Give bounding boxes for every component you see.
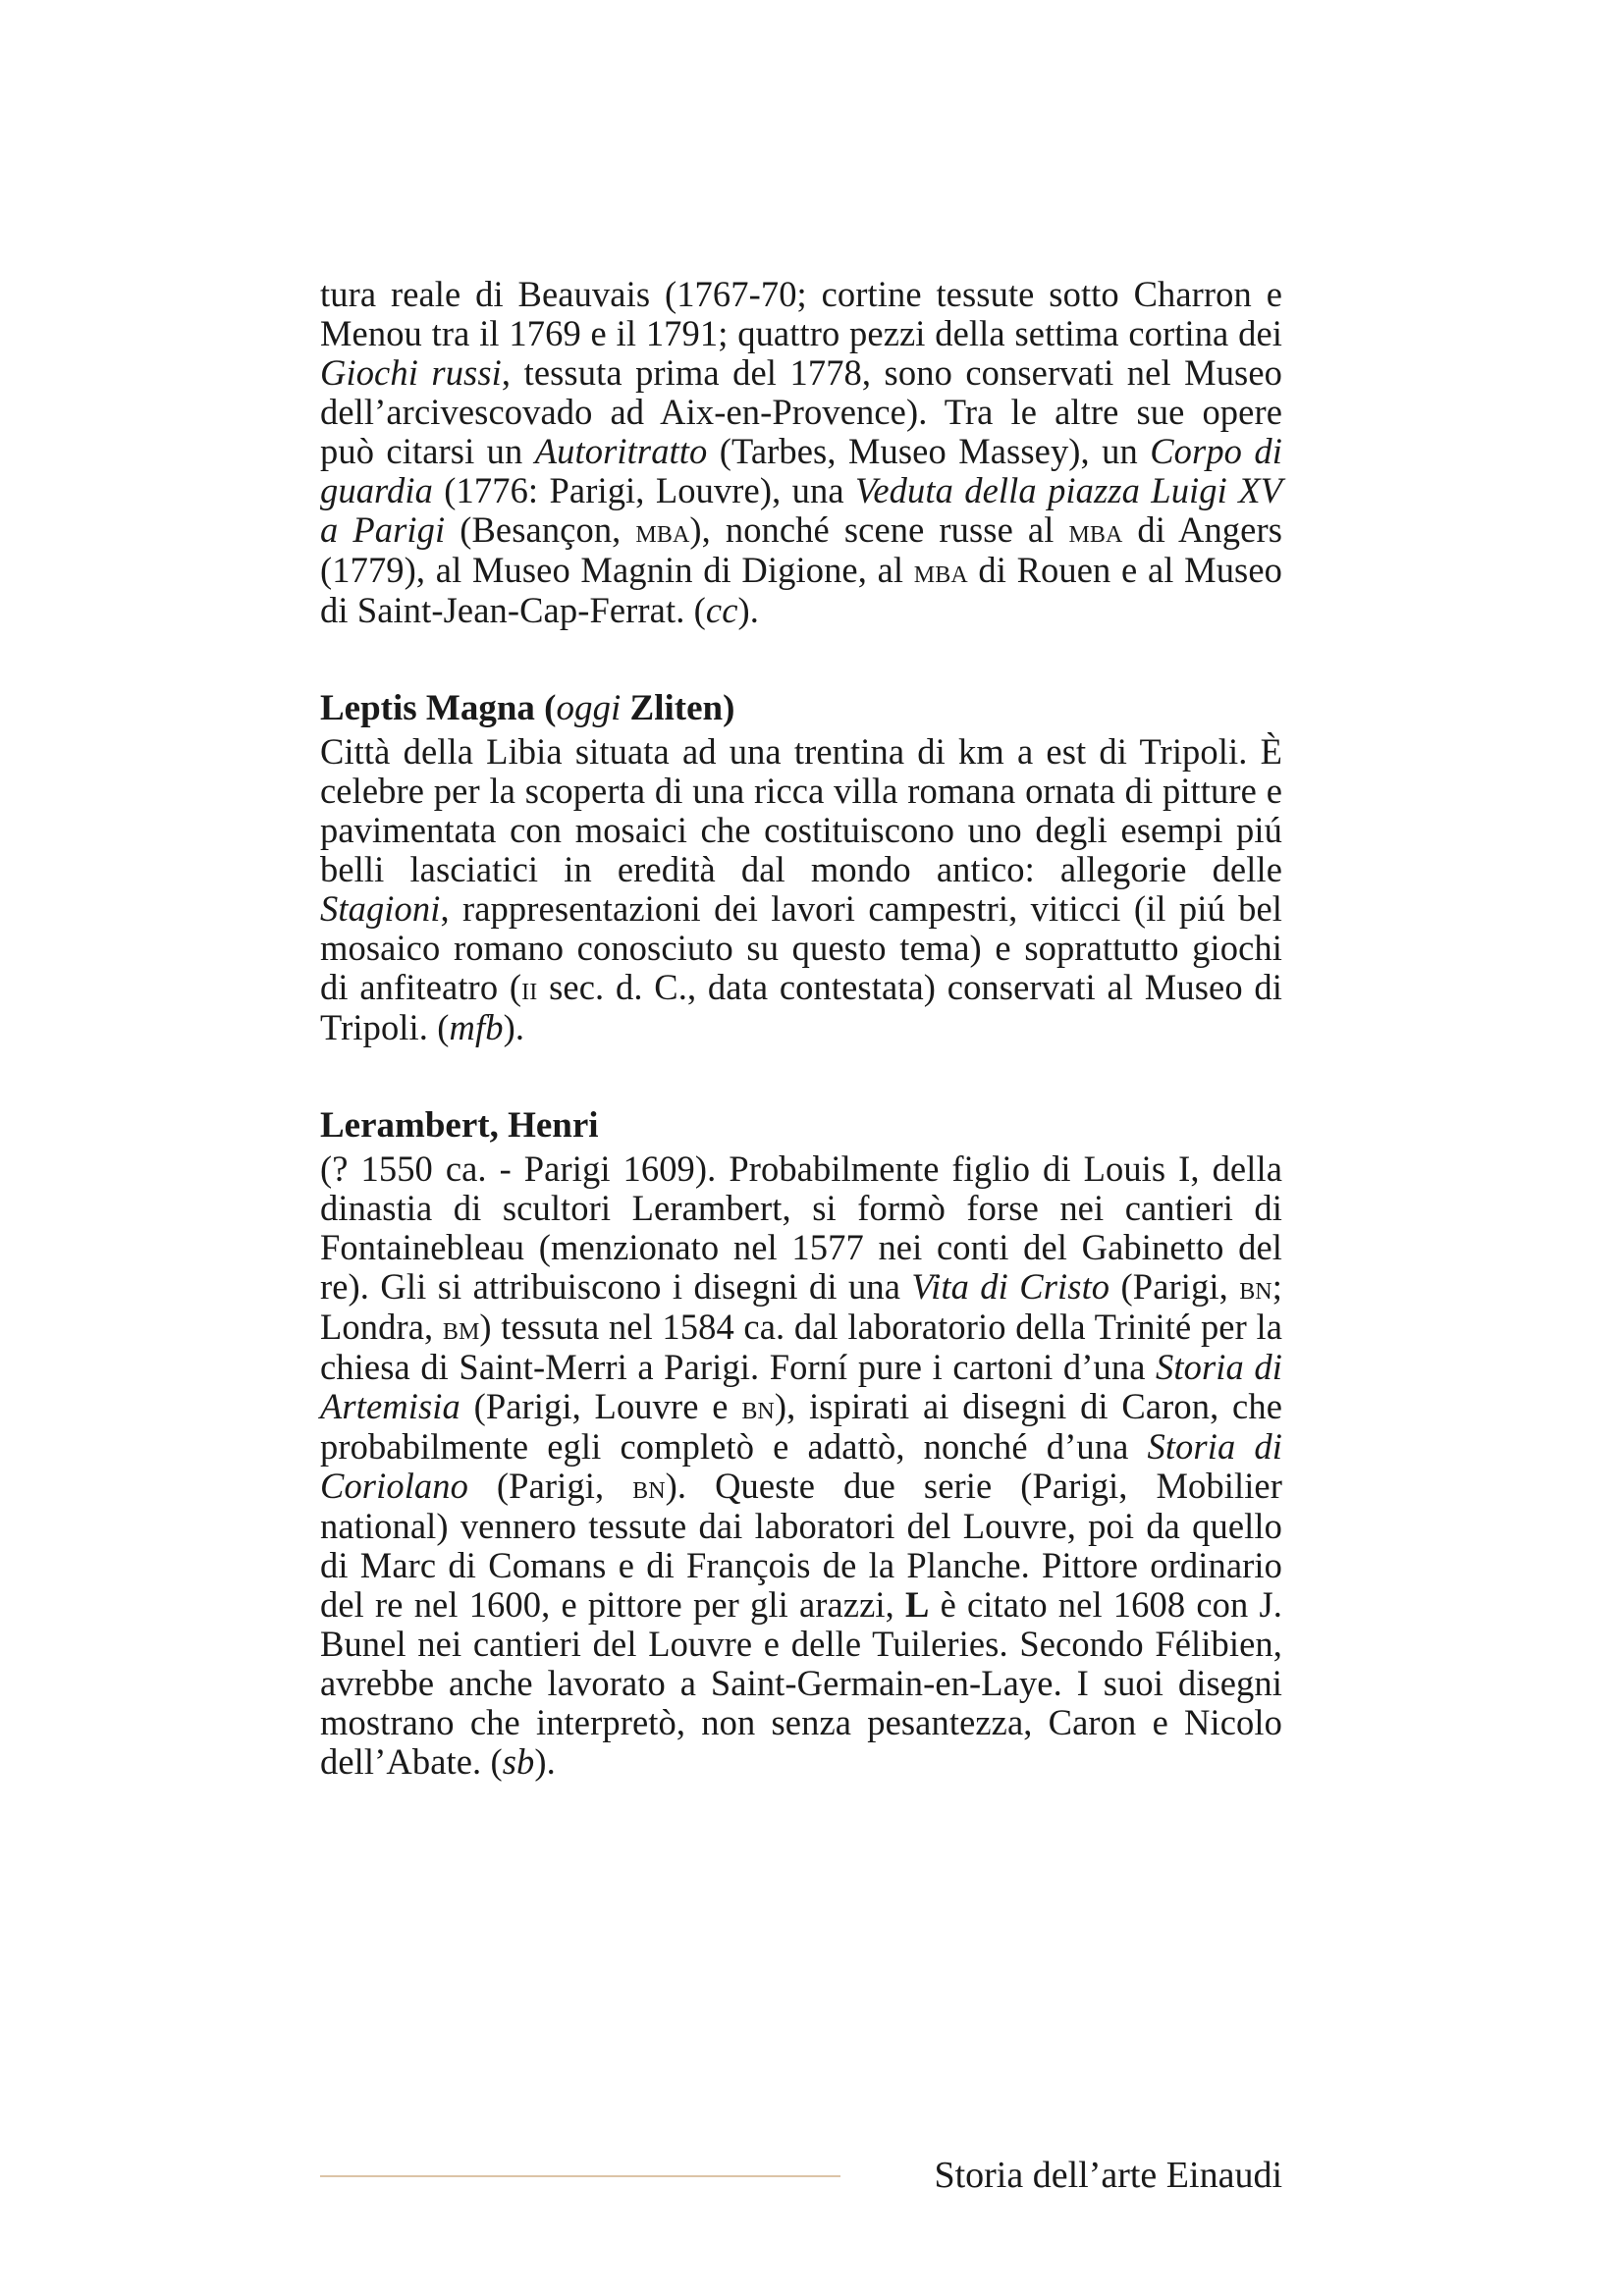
text-run: ). Queste due serie (Parigi, Mobilier national) vennero tessute dai laboratori del Louvre, poi da quello di Marc di Comans e di François de la Planche. Pittore ordinario del re nel 1600, e pittore per gli arazzi, xyxy=(320,1466,1282,1625)
author-initials: mfb xyxy=(449,1007,504,1047)
entry-title xyxy=(320,1104,1282,1148)
work-title: Corpo di guardia xyxy=(320,431,1282,510)
roman-numeral: ii xyxy=(521,970,538,1007)
text-run: (1776: Parigi, Louvre), una xyxy=(432,470,855,510)
footer-publication-title: Storia dell’arte Einaudi xyxy=(934,2155,1282,2196)
work-title: Stagioni xyxy=(320,888,441,929)
abbreviation: bn xyxy=(1239,1269,1272,1307)
text-run: Città della Libia situata ad una trentina di km a est di Tripoli. È celebre per la scoperta di una ricca villa romana ornata di pitture e pavimentata con mosaici che costituiscono uno degli esempi piú belli lasciatici in eredità dal mondo antico: allegorie delle xyxy=(320,731,1282,889)
text-run: ), nonché scene russe al xyxy=(689,509,1069,550)
abbreviation: mba xyxy=(635,512,690,550)
text-run: (Parigi, Louvre e xyxy=(460,1386,742,1426)
text-run: ; Londra, xyxy=(320,1266,1282,1347)
work-title: Autoritratto xyxy=(534,431,708,471)
entry-leptis-magna xyxy=(320,687,1282,1047)
work-title: Veduta della piazza Luigi XV a Parigi xyxy=(320,470,1282,550)
title-italic: oggi xyxy=(556,688,622,728)
text-run: ). xyxy=(503,1007,525,1047)
work-title: Storia di Coriolano xyxy=(320,1426,1282,1506)
text-run: ). xyxy=(737,590,760,630)
text-run: è citato nel 1608 con J. Bunel nei cantieri del Louvre e delle Tuileries. Secondo Félibien, avrebbe anche lavorato a Saint-Germain-en-Laye. I suoi disegni mostrano che interpretò, non senza pesantezza, Caron e Nicolo dell’Abate. ( xyxy=(320,1584,1282,1782)
work-title: Vita di Cristo xyxy=(911,1266,1110,1307)
text-run: di Angers (1779), al Museo Magnin di Digione, al xyxy=(320,509,1282,590)
text-run: (Parigi, xyxy=(467,1466,633,1506)
title-text: Leptis Magna ( xyxy=(320,688,557,728)
intro-paragraph xyxy=(320,275,1282,630)
author-initials: sb xyxy=(502,1741,535,1782)
text-run: (Besançon, xyxy=(445,509,636,550)
author-initials: cc xyxy=(705,590,738,630)
title-text: Lerambert, Henri xyxy=(320,1105,599,1146)
footer-rule xyxy=(320,2175,840,2177)
text-run: di Rouen e al Museo di Saint-Jean-Cap-Ferrat. ( xyxy=(320,550,1282,630)
page-body xyxy=(320,275,1282,1782)
entry-body xyxy=(320,1149,1282,1782)
text-run: (Tarbes, Museo Massey), un xyxy=(707,431,1151,471)
text-run: tura reale di Beauvais (1767-70; cortine tessute sotto Charron e Menou tra il 1769 e il 1791; quattro pezzi della settima cortina dei xyxy=(320,274,1282,353)
work-title: Giochi russi xyxy=(320,352,502,393)
abbreviation: bn xyxy=(632,1468,666,1506)
entry-lerambert-henri xyxy=(320,1104,1282,1782)
abbreviation: mba xyxy=(913,553,968,590)
text-run: (? 1550 ca. - Parigi 1609). Probabilmente figlio di Louis I, della dinastia di scultori Lerambert, si formò forse nei cantieri di Fontainebleau (menzionato nel 1577 nei conti del Gabinetto del re). Gli si attribuiscono i disegni di una xyxy=(320,1148,1282,1307)
title-text: Zliten) xyxy=(621,688,735,728)
entry-title xyxy=(320,687,1282,730)
text-run: sec. d. C., data contestata) conservati al Museo di Tripoli. ( xyxy=(320,967,1282,1047)
text-run: ) tessuta nel 1584 ca. dal laboratorio della Trinité per la chiesa di Saint-Merri a Parigi. Forní pure i cartoni d’una xyxy=(320,1307,1283,1387)
abbreviation: bn xyxy=(741,1389,775,1426)
page-footer xyxy=(320,2152,1282,2201)
text-run: , tessuta prima del 1778, sono conservati nel Museo dell’arcivescovado ad Aix-en-Provence). Tra le altre sue opere può citarsi un xyxy=(320,352,1283,471)
text-run: ). xyxy=(534,1741,556,1782)
text-run: ), ispirati ai disegni di Caron, che probabilmente egli completò e adattò, nonché d’una xyxy=(320,1386,1282,1467)
abbreviation: mba xyxy=(1068,512,1123,550)
text-run: , rappresentazioni dei lavori campestri, viticci (il piú bel mosaico romano conosciuto su questo tema) e soprattutto giochi di anfiteatro ( xyxy=(320,888,1282,1007)
work-title: Storia di Artemisia xyxy=(320,1347,1282,1426)
entry-body xyxy=(320,732,1282,1047)
abbreviation: bm xyxy=(442,1309,480,1347)
text-run: (Parigi, xyxy=(1109,1266,1240,1307)
subject-abbreviation: L xyxy=(905,1584,930,1625)
